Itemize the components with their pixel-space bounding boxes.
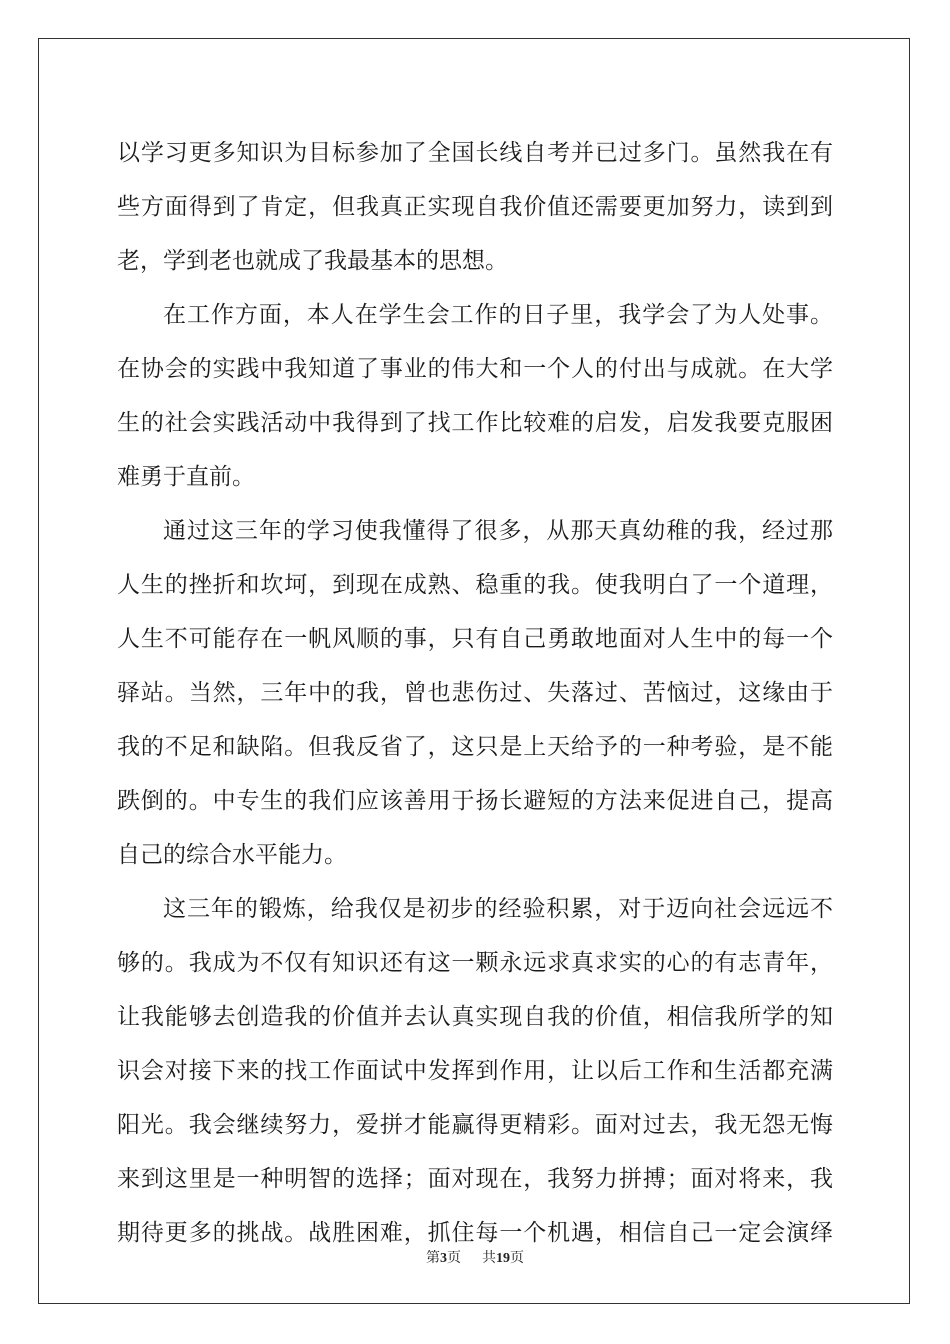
text-line: 生的社会实践活动中我得到了找工作比较难的启发，启发我要克服困 (117, 410, 833, 436)
paragraph-start-line: 在工作方面，本人在学生会工作的日子里，我学会了为人处事。 (163, 302, 833, 328)
text-line: 来到这里是一种明智的选择；面对现在，我努力拼搏；面对将来，我 (117, 1166, 833, 1192)
text-line: 人生不可能存在一帆风顺的事，只有自己勇敢地面对人生中的每一个 (117, 626, 833, 652)
text-line: 我的不足和缺陷。但我反省了，这只是上天给予的一种考验，是不能 (117, 734, 833, 760)
text-line: 阳光。我会继续努力，爱拼才能赢得更精彩。面对过去，我无怨无悔 (117, 1112, 833, 1138)
text-line: 老，学到老也就成了我最基本的思想。 (117, 248, 508, 274)
text-line: 跌倒的。中专生的我们应该善用于扬长避短的方法来促进自己，提高 (117, 788, 833, 814)
paragraph-start-line: 通过这三年的学习使我懂得了很多，从那天真幼稚的我，经过那 (163, 518, 833, 544)
text-line: 驿站。当然，三年中的我，曾也悲伤过、失落过、苦恼过，这缘由于 (117, 680, 833, 706)
text-line: 难勇于直前。 (117, 464, 255, 490)
total-pages: 19 (496, 1251, 510, 1266)
paragraph-start-line: 这三年的锻炼，给我仅是初步的经验积累，对于迈向社会远远不 (163, 896, 833, 922)
text-line: 人生的挫折和坎坷，到现在成熟、稳重的我。使我明白了一个道理， (117, 572, 833, 598)
text-line: 识会对接下来的找工作面试中发挥到作用，让以后工作和生活都充满 (117, 1058, 833, 1084)
page-number: 第3页 (426, 1251, 461, 1266)
text-line: 让我能够去创造我的价值并去认真实现自我的价值，相信我所学的知 (117, 1004, 833, 1030)
current-page: 3 (440, 1251, 447, 1266)
document-body (117, 126, 833, 1260)
text-line: 期待更多的挑战。战胜困难，抓住每一个机遇，相信自己一定会演绎 (117, 1220, 833, 1246)
text-line: 够的。我成为不仅有知识还有这一颗永远求真求实的心的有志青年， (117, 950, 833, 976)
text-line: 在协会的实践中我知道了事业的伟大和一个人的付出与成就。在大学 (117, 356, 833, 382)
text-line: 自己的综合水平能力。 (117, 842, 347, 868)
text-line: 些方面得到了肯定，但我真正实现自我价值还需要更加努力，读到到 (117, 194, 833, 220)
page-footer (0, 1247, 950, 1267)
page-total: 共19页 (482, 1251, 524, 1266)
text-line: 以学习更多知识为目标参加了全国长线自考并已过多门。虽然我在有 (117, 140, 833, 166)
